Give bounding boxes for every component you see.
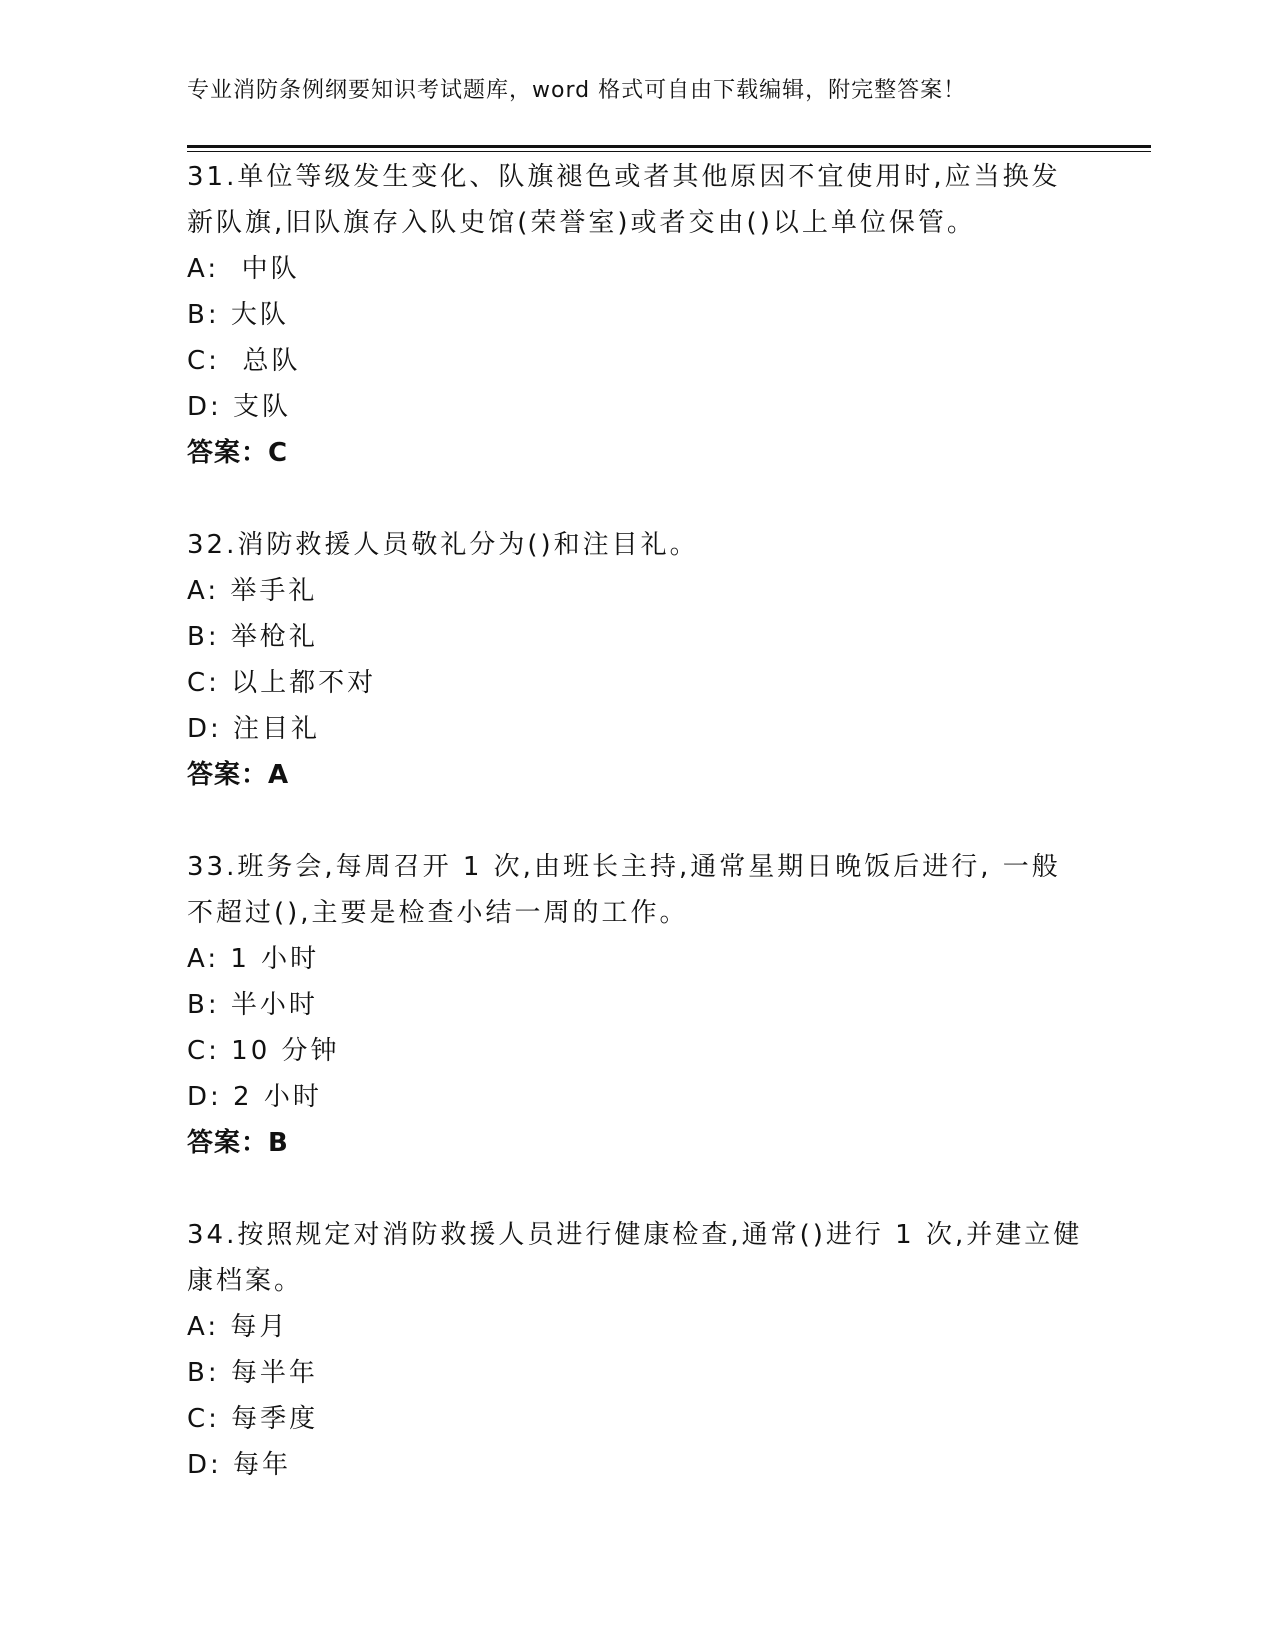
option-d: D: 2 小时	[187, 1082, 322, 1112]
question-31	[187, 154, 1087, 476]
option-b: B: 举枪礼	[187, 622, 318, 652]
option-c: C: 总队	[187, 346, 301, 376]
question-stem: 33.班务会,每周召开 1 次,由班长主持,通常星期日晚饭后进行, 一般不超过(),主要是检查小结一周的工作。	[187, 852, 1061, 928]
option-d: D: 每年	[187, 1450, 292, 1480]
option-c: C: 以上都不对	[187, 668, 377, 698]
option-b: B: 每半年	[187, 1358, 318, 1388]
question-list	[187, 154, 1087, 1534]
question-34	[187, 1212, 1087, 1488]
option-c: C: 每季度	[187, 1404, 319, 1434]
answer-line: 答案：A	[187, 760, 290, 790]
option-c: C: 10 分钟	[187, 1036, 340, 1066]
document-header: 专业消防条例纲要知识考试题库，word 格式可自由下载编辑，附完整答案！	[187, 78, 967, 103]
option-a: A: 中队	[187, 254, 300, 284]
option-a: A: 举手礼	[187, 576, 318, 606]
question-32	[187, 522, 1087, 798]
question-33	[187, 844, 1087, 1166]
question-stem: 34.按照规定对消防救援人员进行健康检查,通常()进行 1 次,并建立健康档案。	[187, 1220, 1083, 1296]
question-stem: 32.消防救援人员敬礼分为()和注目礼。	[187, 530, 699, 560]
option-d: D: 支队	[187, 392, 292, 422]
option-a: A: 每月	[187, 1312, 289, 1342]
header-rule-thin	[187, 151, 1151, 152]
option-b: B: 大队	[187, 300, 289, 330]
option-d: D: 注目礼	[187, 714, 321, 744]
question-stem: 31.单位等级发生变化、队旗褪色或者其他原因不宜使用时,应当换发新队旗,旧队旗存入队史馆(荣誉室)或者交由()以上单位保管。	[187, 162, 1061, 238]
option-a: A: 1 小时	[187, 944, 320, 974]
answer-line: 答案：B	[187, 1128, 289, 1158]
option-b: B: 半小时	[187, 990, 318, 1020]
header-rule-thick	[187, 145, 1151, 148]
answer-line: 答案：C	[187, 438, 289, 468]
